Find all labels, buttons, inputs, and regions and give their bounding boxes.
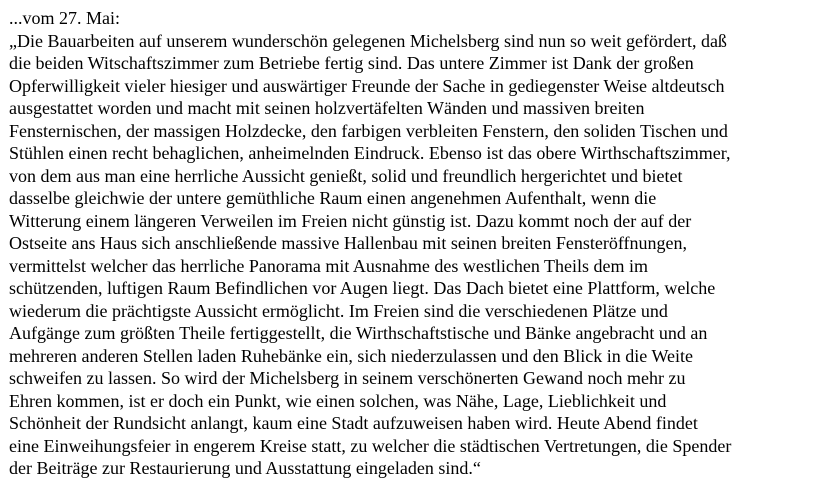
text-line: der Beiträge zur Restaurierung und Ausstattung eingeladen sind.“: [9, 458, 481, 478]
text-line: die beiden Witschaftszimmer zum Betriebe fertig sind. Das untere Zimmer ist Dank der großen: [9, 53, 694, 73]
text-line: Witterung einem längeren Verweilen im Freien nicht günstig ist. Dazu kommt noch der auf der: [9, 210, 692, 231]
text-line: von dem aus man eine herrliche Aussicht genießt, solid und freundlich hergerichtet und bietet: [9, 165, 683, 186]
text-line: Opferwilligkeit vieler hiesiger und auswärtiger Freunde der Sache in gediegenster Weise altdeutsch: [9, 75, 725, 96]
text-line: Ostseite ans Haus sich anschließende massive Hallenbau mit seinen breiten Fensteröffnungen,: [9, 233, 687, 253]
text-line: Aufgänge zum größten Theile fertiggestellt, die Wirthschaftstische und Bänke angebracht und an: [9, 323, 708, 343]
text-line: schützenden, luftigen Raum Befindlichen vor Augen liegt. Das Dach bietet eine Plattform, welche: [9, 278, 716, 298]
text-line: eine Einweihungsfeier in engerem Kreise statt, zu welcher die städtischen Vertretungen, die Spender: [9, 435, 732, 456]
text-line: schweifen zu lassen. So wird der Michelsberg in seinem verschönerten Gewand noch mehr zu: [9, 368, 686, 388]
text-line: ausgestattet worden und macht mit seinen holzvertäfelten Wänden und massiven breiten: [9, 98, 645, 118]
date-header: ...vom 27. Mai:: [9, 8, 120, 28]
text-line: Fensternischen, der massigen Holzdecke, den farbigen verbleiten Fenstern, den soliden Tischen und: [9, 120, 728, 141]
text-line: Schönheit der Rundsicht anlangt, kaum eine Stadt aufzuweisen haben wird. Heute Abend findet: [9, 413, 698, 433]
text-line: wiederum die prächtigste Aussicht ermöglicht. Im Freien sind die verschiedenen Plätze und: [9, 300, 668, 321]
text-line: Ehren kommen, ist er doch ein Punkt, wie einen solchen, was Nähe, Lage, Lieblichkeit und: [9, 390, 667, 411]
text-line: dasselbe gleichwie der untere gemüthliche Raum einen angenehmen Aufenthalt, wenn die: [9, 188, 657, 208]
text-line: Stühlen einen recht behaglichen, anheimelnden Eindruck. Ebenso ist das obere Wirthschaftszimmer,: [9, 143, 731, 163]
text-line: „Die Bauarbeiten auf unserem wunderschön gelegenen Michelsberg sind nun so weit gefördert, daß: [9, 30, 727, 51]
text-line: mehreren anderen Stellen laden Ruhebänke ein, sich niederzulassen und den Blick in die Weite: [9, 345, 693, 366]
text-line: vermittelst welcher das herrliche Panorama mit Ausnahme des westlichen Theils dem im: [9, 255, 648, 276]
document-text: [9, 7, 817, 480]
